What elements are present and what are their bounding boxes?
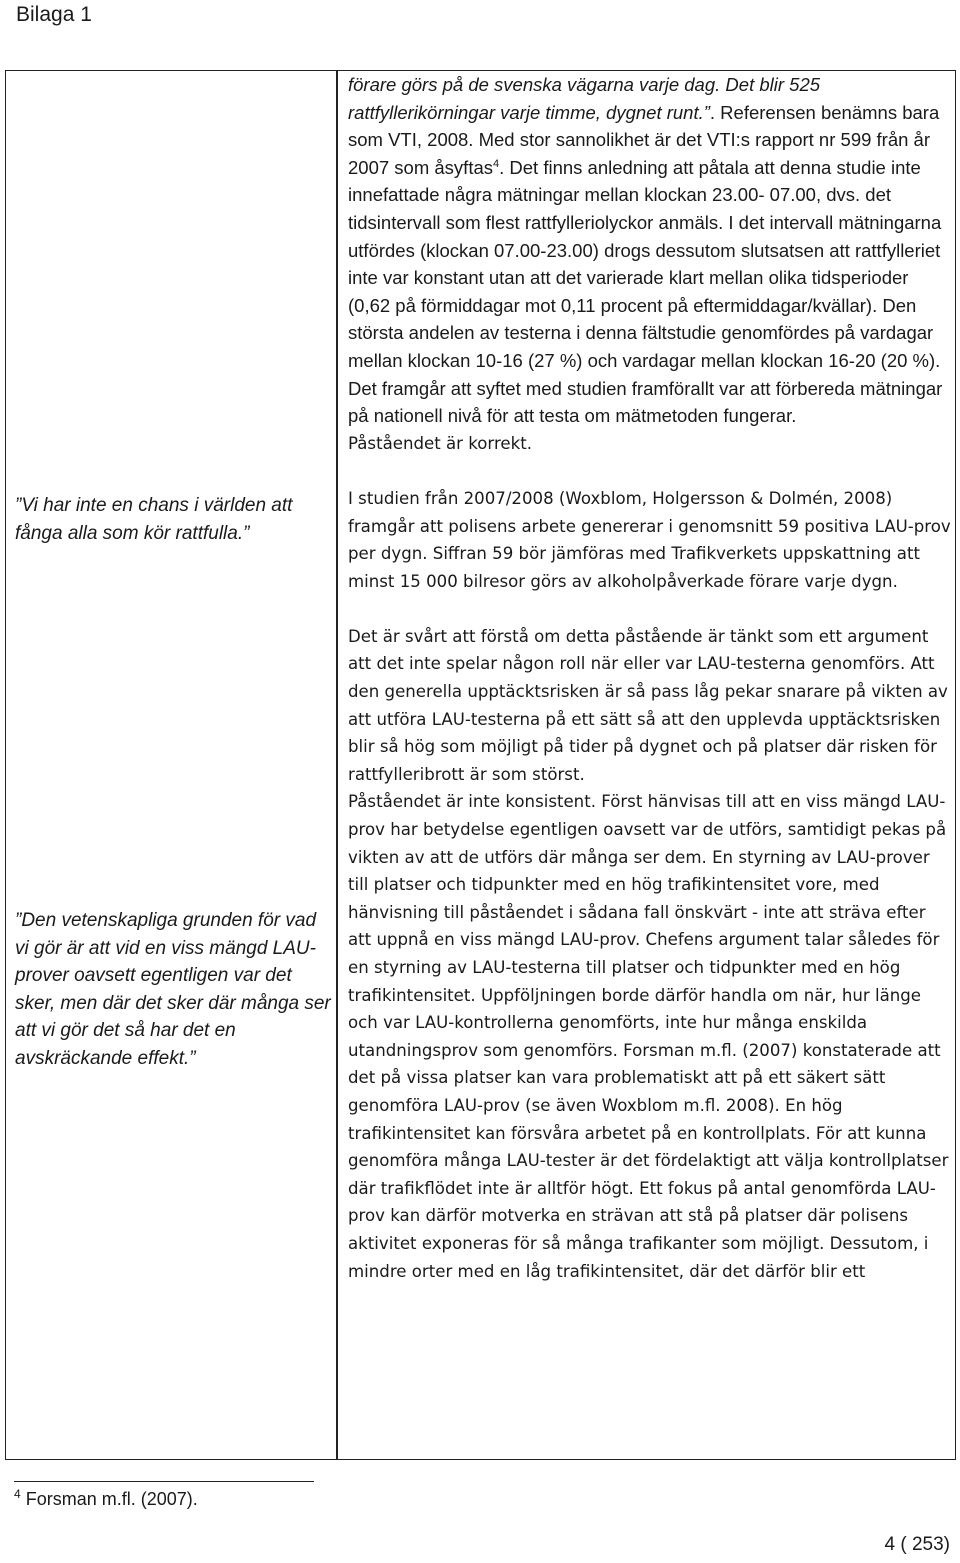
spacer-1 bbox=[348, 457, 953, 485]
paragraph-2: I studien från 2007/2008 (Woxblom, Holgersson & Dolmén, 2008) framgår att polisens arbete genererar i genomsnitt 59 positiva LAU-prov per dygn. Siffran 59 bör jämföras med Trafikverkets uppskattning att minst 15 000 bilresor görs av alkoholpåverkade förare varje dygn. bbox=[348, 488, 951, 591]
paragraph-1-italic: förare görs på de svenska vägarna varje dag. Det blir 525 rattfyllerikörningar varje timme, dygnet runt.” bbox=[348, 74, 821, 123]
footnote bbox=[14, 1487, 198, 1511]
footnote-separator bbox=[14, 1481, 314, 1482]
paragraph-verdict-1: Påståendet är korrekt. bbox=[348, 433, 533, 453]
footnote-text: Forsman m.fl. (2007). bbox=[25, 1489, 198, 1509]
paragraph-1-tail: . Det finns anledning att påtala att denna studie inte innefattade några mätningar mellan klockan 23.00- 07.00, dvs. det tidsintervall som flest rattfylleriolyckor anmäls. I det intervall mätningarna utfördes (klockan 07.00-23.00) drogs dessutom slutsatsen att rattfylleriet inte var konstant utan att det varierade klart mellan olika tidsperioder (0,62 på förmiddagar mot 0,11 procent på eftermiddagar/kvällar). Den största andelen av testerna i denna fältstudie genomfördes på vardagar mellan klockan 10-16 (27 %) och vardagar mellan klockan 16-20 (20 %). Det framgår att syftet med studien framförallt var att förbereda mätningar på nationell nivå för att testa om mätmetoden fungerar. bbox=[348, 156, 943, 427]
column-divider bbox=[336, 71, 338, 1459]
paragraph-1-rest: . Referensen benämns bara som VTI, 2008. Med stor sannolikhet är det VTI:s rapport nr 599 från år 2007 som åsyftas bbox=[348, 101, 940, 178]
page-header: Bilaga 1 bbox=[16, 3, 92, 26]
paragraph-1-intro bbox=[348, 71, 953, 430]
quote-2: ”Den vetenskapliga grunden för vad vi gör är att vid en viss mängd LAU-prover oavsett egentligen var det sker, men där det sker där många ser att vi gör det så har det en avskräckande effekt.” bbox=[15, 910, 331, 1069]
comment-table bbox=[5, 70, 956, 1460]
commentary-column bbox=[348, 71, 953, 1285]
spacer-2 bbox=[348, 595, 953, 623]
footnote-reference: 4 bbox=[493, 157, 500, 170]
paragraph-4: Påståendet är inte konsistent. Först hänvisas till att en viss mängd LAU-prov har betydelse egentligen oavsett var de utförs, samtidigt pekas på vikten av att de utförs där många ser dem. En styrning av LAU-prover till platser och tidpunkter med en hög trafikintensitet vore, med hänvisning till påståendet i sådana fall önskvärt - inte att sträva efter att uppnå en viss mängd LAU-prov. Chefens argument talar således för en styrning av LAU-testerna till platser och tidpunkter med en hög trafikintensitet. Uppföljningen borde därför handla om när, hur länge och var LAU-kontrollerna genomförts, inte hur många enskilda utandningsprov som genomförs. Forsman m.fl. (2007) konstaterade att det på vissa platser kan vara problematiskt att på ett säkert sätt genomföra LAU-prov (se även Woxblom m.fl. 2008). En hög trafikintensitet kan försvåra arbetet på en kontrollplats. För att kunna genomföra många LAU-tester är det fördelaktigt att välja kontrollplatser där trafikflödet inte är alltför högt. Ett fokus på antal genomförda LAU-prov kan därför motverka en strävan att stå på platser där polisens aktivitet exponeras för så många trafikanter som möjligt. Dessutom, i mindre orter med en låg trafikintensitet, där det därför blir ett bbox=[348, 792, 949, 1281]
paragraph-3: Det är svårt att förstå om detta påstående är tänkt som ett argument att det inte spelar någon roll när eller var LAU-testerna genomförs. Att den generella upptäcktsrisken är så pass låg pekar snarare på vikten av att utföra LAU-testerna på ett sätt så att den upplevda upptäcktsrisken blir så hög som möjligt på tider på dygnet och på platser där risken för rattfylleribrott är som störst. bbox=[348, 626, 948, 784]
page-number: 4 ( 253) bbox=[884, 1534, 950, 1555]
quote-1: ”Vi har inte en chans i världen att fånga alla som kör rattfulla.” bbox=[15, 495, 293, 544]
footnote-number: 4 bbox=[14, 1487, 21, 1501]
